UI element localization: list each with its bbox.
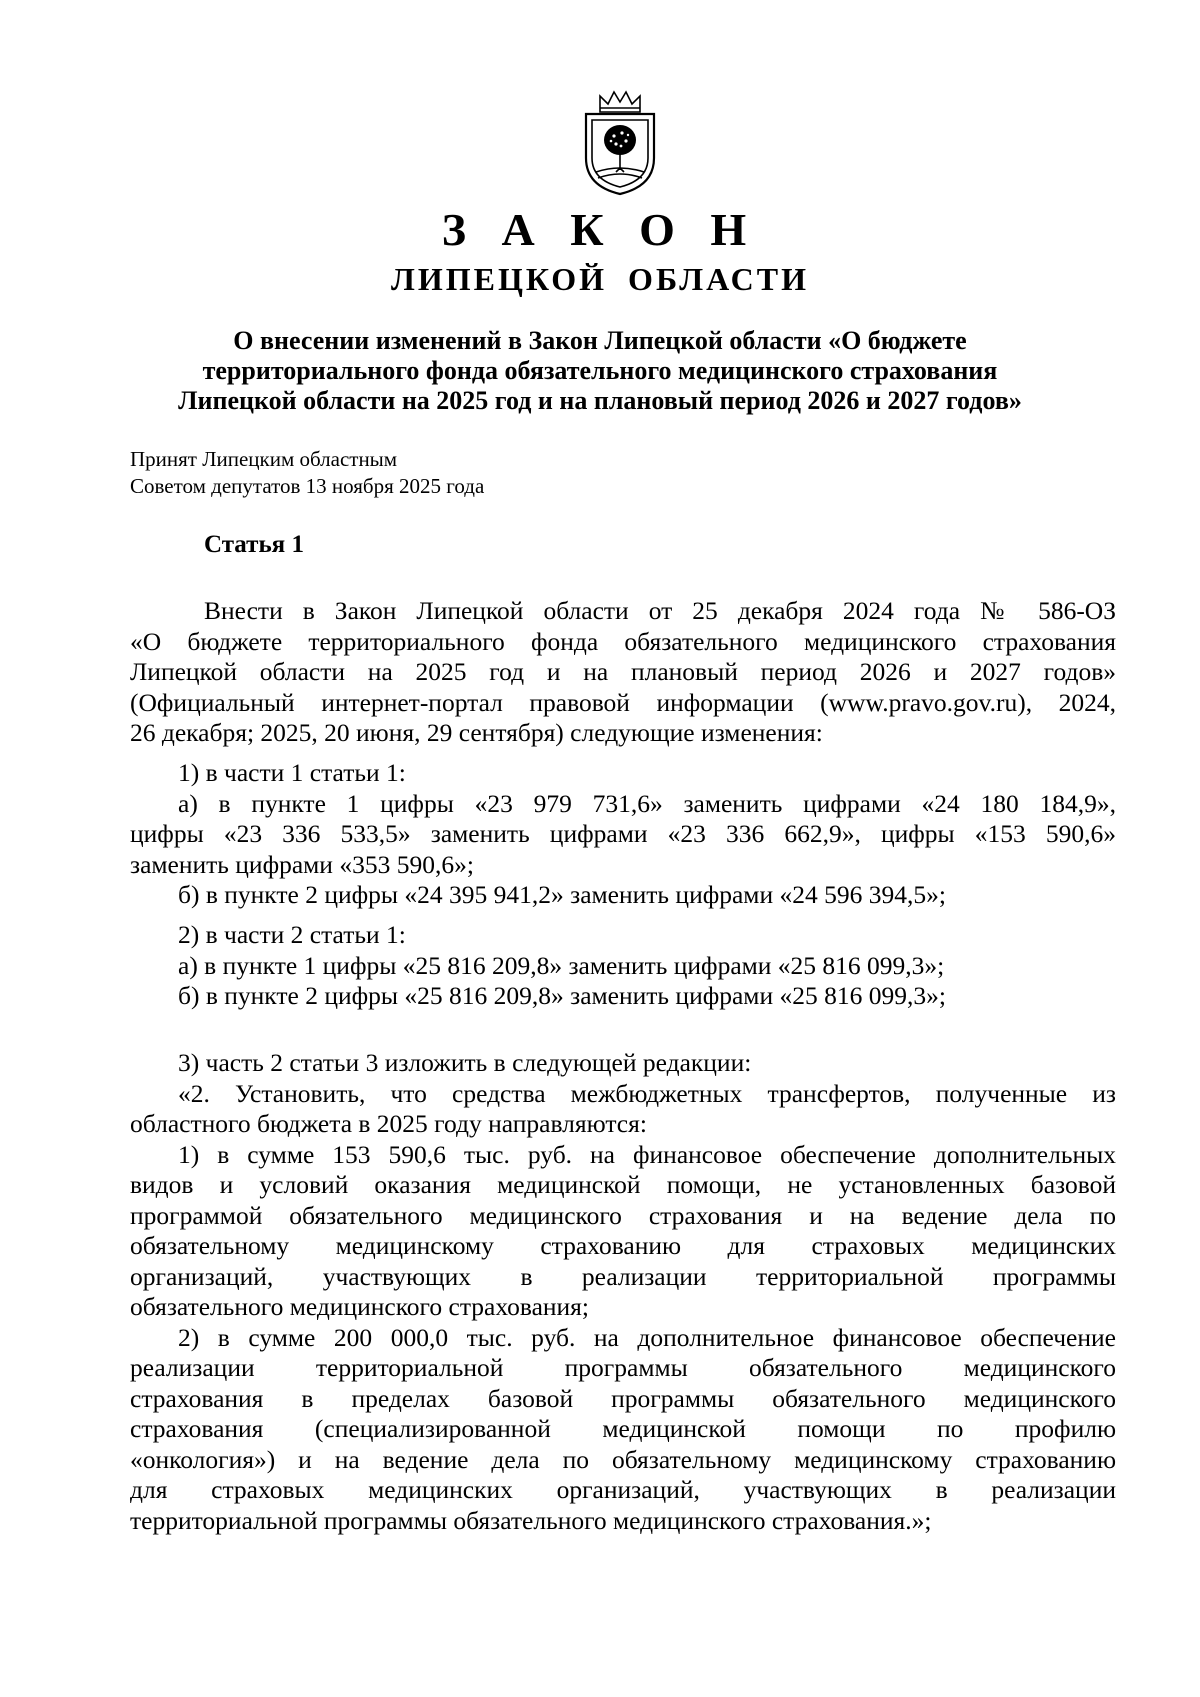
intro-line: Внести в Закон Липецкой области от 25 декабря 2024 года № 586-ОЗ bbox=[204, 596, 1116, 625]
item-2-a: а) в пункте 1 цифры «25 816 209,8» заменить цифрами «25 816 099,3»; bbox=[178, 950, 945, 980]
item-3-p1-line: программой обязательного медицинского страхования и на ведение дела по bbox=[130, 1200, 1116, 1230]
item-1 bbox=[130, 758, 1116, 911]
intro-line: «О бюджете территориального фонда обязательного медицинского страхования bbox=[130, 626, 1116, 656]
item-2-heading: 2) в части 2 статьи 1: bbox=[178, 920, 406, 949]
law-subject bbox=[130, 326, 1070, 416]
item-3-p1-line: видов и условий оказания медицинской помощи, не установленных базовой bbox=[130, 1170, 1116, 1199]
item-3-p1-line: организаций, участвующих в реализации территориальной программы bbox=[130, 1261, 1116, 1291]
item-2 bbox=[130, 920, 1116, 1012]
item-3-p1-line: обязательному медицинскому страхованию для страховых медицинских bbox=[130, 1231, 1116, 1260]
law-title: З А К О Н bbox=[441, 204, 759, 255]
intro-line: Липецкой области на 2025 год и на плановый период 2026 и 2027 годов» bbox=[130, 657, 1116, 686]
item-3-p1-line: 1) в сумме 153 590,6 тыс. руб. на финансовое обеспечение дополнительных bbox=[178, 1139, 1116, 1169]
item-3-p0-line: «2. Установить, что средства межбюджетных трансфертов, полученные из bbox=[178, 1078, 1116, 1108]
item-3-p2-line: для страховых медицинских организаций, участвующих в реализации bbox=[130, 1475, 1116, 1504]
item-3-p2-line: «онкология») и на ведение дела по обязательному медицинскому страхованию bbox=[130, 1444, 1116, 1474]
law-region: ЛИПЕЦКОЙ ОБЛАСТИ bbox=[391, 261, 809, 297]
item-3-p2-line: страхования в пределах базовой программы обязательного медицинского bbox=[130, 1383, 1116, 1413]
intro-line: (Официальный интернет-портал правовой информации (www.pravo.gov.ru), 2024, bbox=[130, 687, 1116, 717]
coat-of-arms-emblem bbox=[578, 88, 662, 198]
item-3-p1-line: обязательного медицинского страхования; bbox=[130, 1292, 589, 1321]
item-1-b: б) в пункте 2 цифры «24 395 941,2» заменить цифрами «24 596 394,5»; bbox=[178, 880, 946, 909]
adoption-line: Принят Липецким областным bbox=[130, 447, 398, 471]
law-subject-line: О внесении изменений в Закон Липецкой области «О бюджете bbox=[233, 326, 967, 355]
item-1-a-line: а) в пункте 1 цифры «23 979 731,6» заменить цифрами «24 180 184,9», bbox=[178, 788, 1116, 818]
adoption-line: Советом депутатов 13 ноября 2025 года bbox=[130, 474, 485, 498]
item-2-b: б) в пункте 2 цифры «25 816 209,8» заменить цифрами «25 816 099,3»; bbox=[178, 981, 946, 1010]
law-subject-line: Липецкой области на 2025 год и на плановый период 2026 и 2027 годов» bbox=[178, 386, 1022, 415]
adoption-note bbox=[130, 446, 484, 500]
item-3 bbox=[130, 1048, 1116, 1536]
law-subject-line: территориального фонда обязательного медицинского страхования bbox=[202, 356, 998, 385]
item-3-p0-line: областного бюджета в 2025 году направляются: bbox=[130, 1109, 647, 1138]
item-3-p2-line: реализации территориальной программы обязательного медицинского bbox=[130, 1353, 1116, 1382]
item-3-p2-line: 2) в сумме 200 000,0 тыс. руб. на дополнительное финансовое обеспечение bbox=[178, 1322, 1116, 1352]
item-3-heading: 3) часть 2 статьи 3 изложить в следующей редакции: bbox=[178, 1048, 752, 1077]
article-title: Статья 1 bbox=[204, 531, 304, 558]
intro-paragraph bbox=[130, 596, 1116, 749]
item-1-a-line: цифры «23 336 533,5» заменить цифрами «23 336 662,9», цифры «153 590,6» bbox=[130, 819, 1116, 848]
item-1-a-line: заменить цифрами «353 590,6»; bbox=[130, 849, 474, 879]
item-3-p2-line: страхования (специализированной медицинской помощи по профилю bbox=[130, 1414, 1116, 1443]
item-1-heading: 1) в части 1 статьи 1: bbox=[178, 758, 406, 787]
intro-line: 26 декабря; 2025, 20 июня, 29 сентября) следующие изменения: bbox=[130, 718, 823, 747]
item-3-p2-line: территориальной программы обязательного медицинского страхования.»; bbox=[130, 1505, 932, 1535]
